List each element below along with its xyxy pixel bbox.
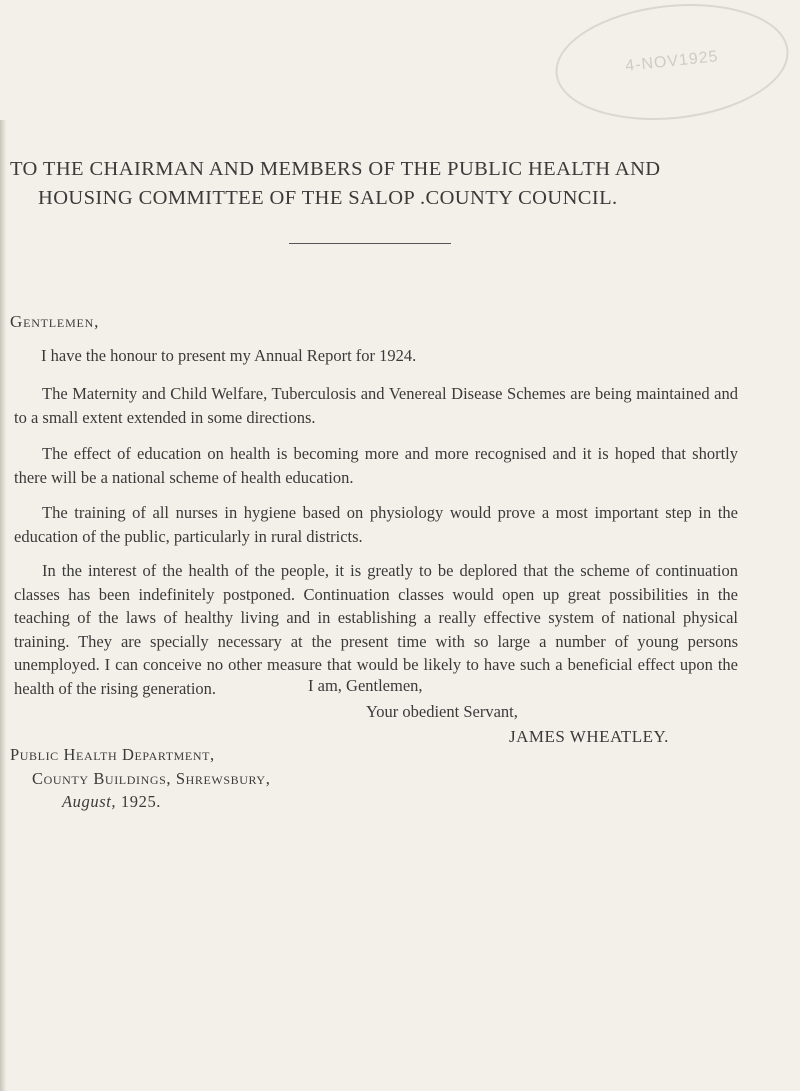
salutation: Gentlemen, (10, 312, 100, 331)
received-stamp: 4-NOV1925 (550, 0, 795, 131)
closing-line-2: Your obedient Servant, (366, 702, 518, 721)
signature: JAMES WHEATLEY. (509, 727, 669, 746)
date-month: August, (62, 792, 117, 811)
sender-address (10, 743, 270, 814)
date-year: 1925. (120, 792, 162, 811)
heading-line-1: TO THE CHAIRMAN AND MEMBERS OF THE PUBLIC HEALTH AND (10, 158, 661, 180)
heading-line-2: HOUSING COMMITTEE OF THE SALOP .COUNTY COUNCIL. (38, 187, 618, 209)
paragraph-3: The effect of education on health is becoming more and more recognised and it is hoped that shortly there will be a national scheme of health education. (14, 444, 738, 487)
address-line-2: County Buildings, Shrewsbury, (32, 768, 271, 788)
closing-line-1: I am, Gentlemen, (308, 676, 423, 695)
paragraph-5: In the interest of the health of the people, it is greatly to be deplored that the scheme of continuation classes has been indefinitely postponed. Continuation classes would open up great possibilities in the teaching of the laws of healthy living and in establishing a really effective system of national physical training. They are specially necessary at the present time with so large a number of young persons unemployed. I can conceive no other measure that would be likely to have such a beneficial effect upon the health of the rising generation. (14, 561, 738, 698)
paragraph-4: The training of all nurses in hygiene based on physiology would prove a most important step in the education of the public, particularly in rural districts. (14, 503, 738, 546)
document-heading (10, 155, 790, 213)
paragraph-1: I have the honour to present my Annual Report for 1924. (41, 346, 417, 365)
paragraph-2: The Maternity and Child Welfare, Tuberculosis and Venereal Disease Schemes are being maintained and to a small extent extended in some directions. (14, 384, 738, 427)
heading-divider (289, 243, 451, 244)
address-date (10, 790, 270, 814)
address-line-1: Public Health Department, (10, 745, 215, 764)
page-binding-edge (0, 120, 6, 1091)
